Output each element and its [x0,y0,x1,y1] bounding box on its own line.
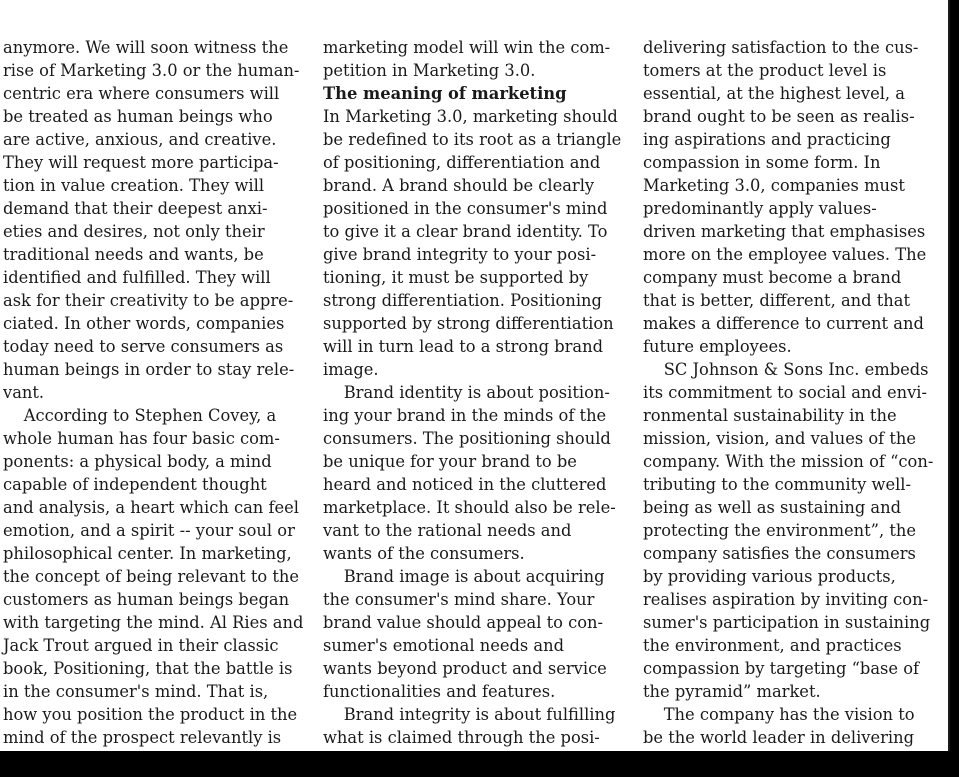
text-line: be the world leader in delivering [643,728,915,747]
text-line: philosophical center. In marketing, [3,544,292,563]
text-line: petition in Marketing 3.0. [323,61,536,80]
text-line: tomers at the product level is [643,61,887,80]
text-line: sumer's participation in sustaining [643,613,931,632]
text-line: Marketing 3.0, companies must [643,176,905,195]
text-line: brand. A brand should be clearly [323,176,595,195]
text-line: by providing various products, [643,567,896,586]
text-line: According to Stephen Covey, a [3,406,277,425]
text-line: SC Johnson & Sons Inc. embeds [643,360,929,379]
text-line: with targeting the mind. Al Ries and [3,613,304,632]
text-line: be unique for your brand to be [323,452,577,471]
text-line: the environment, and practices [643,636,902,655]
text-line: in the consumer's mind. That is, [3,682,269,701]
text-line: positioned in the consumer's mind [323,199,608,218]
text-line: wants of the consumers. [323,544,525,563]
text-column-1 [3,36,308,749]
text-line: wants beyond product and service [323,659,607,678]
text-line: Brand identity is about position- [323,383,610,402]
text-line: vant. [3,383,45,402]
text-line: ronmental sustainability in the [643,406,897,425]
text-line: identified and fulfilled. They will [3,268,271,287]
text-line: driven marketing that emphasises [643,222,926,241]
text-line: marketplace. It should also be rele- [323,498,616,517]
text-line: more on the employee values. The [643,245,927,264]
text-line: centric era where consumers will [3,84,280,103]
text-line: marketing model will win the com- [323,38,611,57]
text-line: the consumer's mind share. Your [323,590,595,609]
text-line: what is claimed through the posi- [323,728,600,747]
text-line: heard and noticed in the cluttered [323,475,607,494]
text-line: functionalities and features. [323,682,556,701]
text-line: emotion, and a spirit -- your soul or [3,521,295,540]
text-line: consumers. The positioning should [323,429,611,448]
text-line: The company has the vision to [643,705,915,724]
text-line: protecting the environment”, the [643,521,917,540]
text-line: realises aspiration by inviting con- [643,590,929,609]
section-heading: The meaning of marketing [323,84,567,103]
text-line: ing your brand in the minds of the [323,406,607,425]
text-line: strong differentiation. Positioning [323,291,602,310]
page-edge-divider [948,0,950,751]
text-column-2 [323,36,623,749]
text-line: be treated as human beings who [3,107,273,126]
text-line: and analysis, a heart which can feel [3,498,299,517]
text-line: essential, at the highest level, a [643,84,905,103]
text-line: of positioning, differentiation and [323,153,601,172]
text-line: be redefined to its root as a triangle [323,130,622,149]
text-line: future employees. [643,337,792,356]
text-line: compassion by targeting “base of [643,659,920,678]
text-line: sumer's emotional needs and [323,636,565,655]
text-line: are active, anxious, and creative. [3,130,277,149]
text-line: brand value should appeal to con- [323,613,604,632]
text-line: vant to the rational needs and [323,521,572,540]
text-line: to give it a clear brand identity. To [323,222,608,241]
text-line: book, Positioning, that the battle is [3,659,293,678]
text-line: ask for their creativity to be appre- [3,291,294,310]
text-line: whole human has four basic com- [3,429,280,448]
text-line: how you position the product in the [3,705,298,724]
text-line: customers as human beings began [3,590,290,609]
text-line: company satisfies the consumers [643,544,916,563]
text-line: traditional needs and wants, be [3,245,264,264]
text-line: being as well as sustaining and [643,498,902,517]
text-line: delivering satisfaction to the cus- [643,38,919,57]
text-line: anymore. We will soon witness the [3,38,289,57]
text-line: Jack Trout argued in their classic [3,636,279,655]
text-line: human beings in order to stay rele- [3,360,295,379]
text-line: company must become a brand [643,268,902,287]
text-line: give brand integrity to your posi- [323,245,597,264]
text-line: mind of the prospect relevantly is [3,728,282,747]
text-line: makes a difference to current and [643,314,924,333]
text-line: Brand image is about acquiring [323,567,605,586]
text-line: tributing to the community well- [643,475,912,494]
text-line: supported by strong differentiation [323,314,614,333]
text-line: In Marketing 3.0, marketing should [323,107,618,126]
text-line: ponents: a physical body, a mind [3,452,272,471]
text-line: compassion in some form. In [643,153,881,172]
text-line: tion in value creation. They will [3,176,265,195]
text-line: demand that their deepest anxi- [3,199,268,218]
text-line: They will request more participa- [3,153,279,172]
text-line: predominantly apply values- [643,199,877,218]
text-line: capable of independent thought [3,475,267,494]
text-line: eties and desires, not only their [3,222,265,241]
text-line: that is better, different, and that [643,291,911,310]
text-line: will in turn lead to a strong brand [323,337,604,356]
text-line: brand ought to be seen as realis- [643,107,915,126]
text-line: ing aspirations and practicing [643,130,891,149]
text-line: rise of Marketing 3.0 or the human- [3,61,300,80]
text-line: ciated. In other words, companies [3,314,285,333]
text-line: company. With the mission of “con- [643,452,934,471]
text-line: today need to serve consumers as [3,337,284,356]
text-line: mission, vision, and values of the [643,429,917,448]
text-column-3 [643,36,947,749]
text-line: its commitment to social and envi- [643,383,928,402]
text-line: the pyramid” market. [643,682,821,701]
text-line: image. [323,360,379,379]
text-line: the concept of being relevant to the [3,567,300,586]
text-line: tioning, it must be supported by [323,268,589,287]
text-line: Brand integrity is about fulfilling [323,705,616,724]
